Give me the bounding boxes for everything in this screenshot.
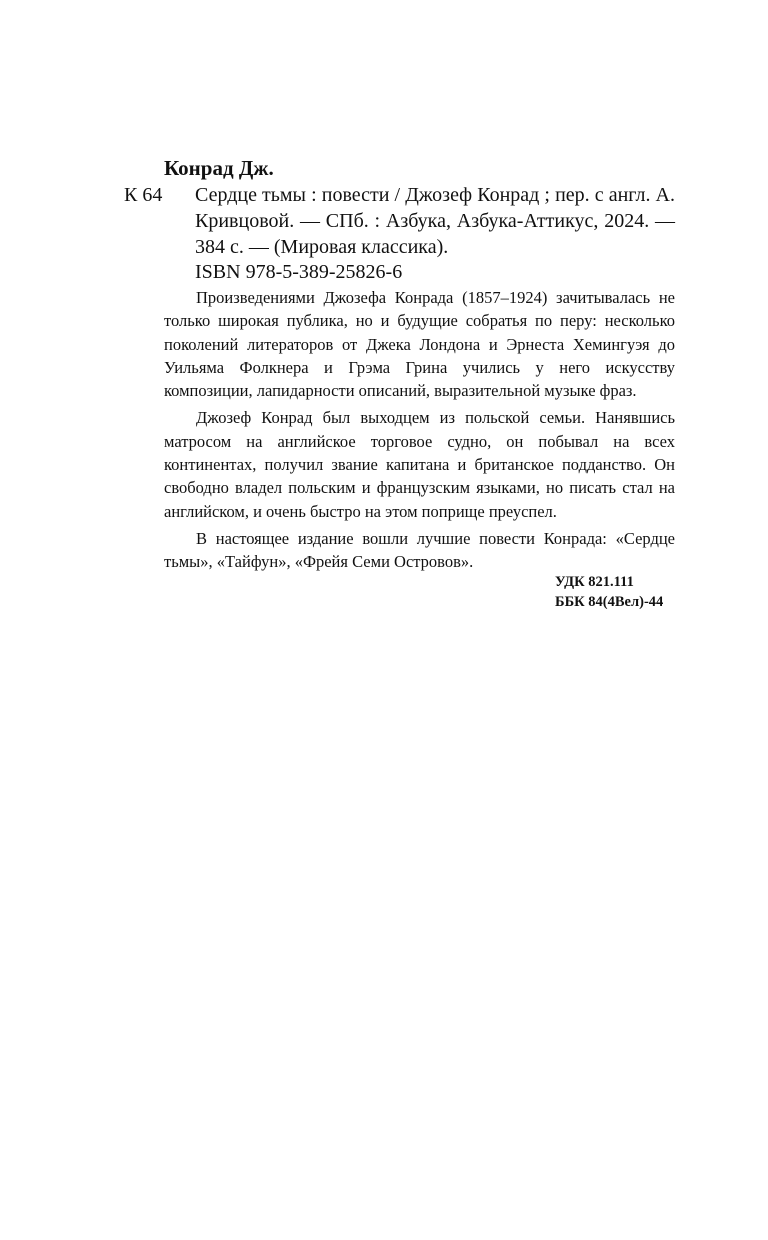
- classification-codes: [555, 572, 663, 612]
- bibliographic-description: Сердце тьмы : повести / Джозеф Конрад ; пер. с англ. А. Кривцовой. — СПб. : Азбука, Азбука-Аттикус, 2024. — 384 с. — (Мировая классика).: [195, 184, 675, 258]
- author-heading: Конрад Дж.: [164, 156, 274, 180]
- annotation-paragraph: Произведениями Джозефа Конрада (1857–1924) зачитывалась не только широкая публика, но и будущие собратья по перу: несколько поколений литераторов от Джека Лондона и Эрнеста Хемингуэя до Уильяма Фолкнера и Грэма Грина учились у него искусству композиции, лапидарности описаний, выразительной музыке фраз.: [164, 288, 675, 401]
- udc-code: УДК 821.111: [555, 574, 634, 590]
- isbn-number: ISBN 978-5-389-25826-6: [195, 261, 403, 283]
- annotation-paragraph: В настоящее издание вошли лучшие повести Конрада: «Сердце тьмы», «Тайфун», «Фрейя Семи Островов».: [164, 528, 675, 572]
- shelf-mark: К 64: [124, 184, 163, 206]
- bbk-code: ББК 84(4Вел)-44: [555, 594, 664, 610]
- annotation: [164, 286, 675, 578]
- annotation-paragraph: Джозеф Конрад был выходцем из польской семьи. Нанявшись матросом на английское торговое судно, он побывал на всех континентах, получил звание капитана и британское подданство. Он свободно владел польским и французским языками, но писать стал на английском, и очень быстро на этом поприще преуспел.: [164, 408, 675, 521]
